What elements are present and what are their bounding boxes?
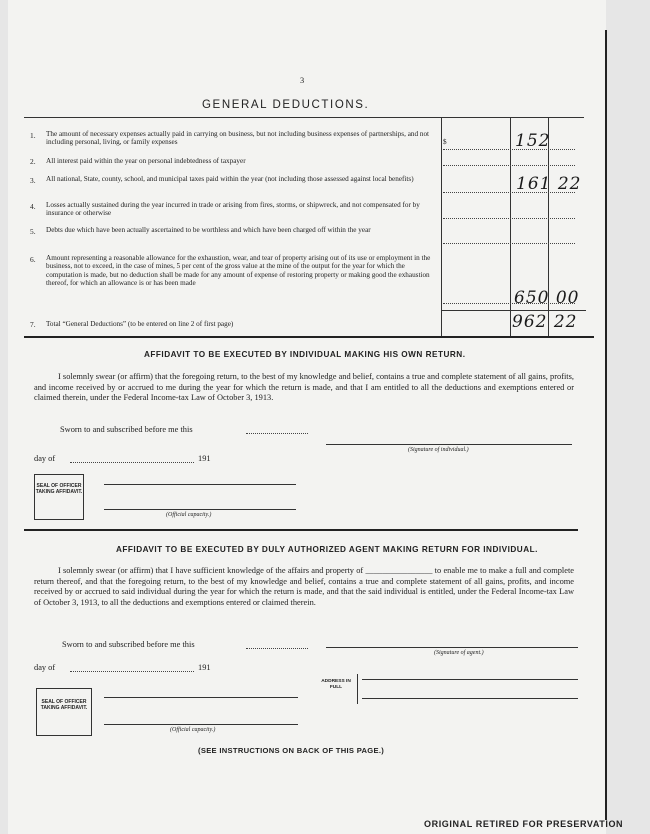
sworn-day-line [246,648,308,649]
day-of-text: day of [34,454,56,463]
amount-col-left-rule [441,117,442,337]
deduction-num: 3. [30,176,36,185]
day-of-text: day of [34,663,56,672]
deduction-num: 4. [30,202,36,211]
amount-line [443,303,575,304]
amount-line [443,192,575,193]
footer-instructions: (SEE INSTRUCTIONS ON BACK OF THIS PAGE.) [198,746,385,755]
official-line [104,697,298,698]
amount-line [443,243,575,244]
affidavit-body: I solemnly swear (or affirm) that I have sufficient knowledge of the affairs and property of ________________ to enable me to make a full and complete return thereof, and that the foregoing return, to the best of my knowledge and belief, contains a true and complete statement of all gains, profits, and income received by or accrued to said individual during the year for which the return is made, and that the said individual is entitled, under the Federal Income-tax Law of October 3, 1913, to all the deductions and exemptions entered or claimed therein. [34,566,574,607]
deduction-text: The amount of necessary expenses actually paid in carrying on business, but not including business expenses of partnerships, and not including personal, living, or family expenses [46,130,430,147]
affidavit-body: I solemnly swear (or affirm) that the foregoing return, to the best of my knowledge and belief, contains a true and complete statement of all gains, profits, and income received by or accrued to me during the year for which the return is made, and that I am entitled to all the deductions and exemptions entered or claimed therein, under the Federal Income-tax Law of October 3, 1913. [34,372,574,403]
seal-box: SEAL OF OFFICER TAKING AFFIDAVIT. [34,474,84,520]
year-text: 191 [198,454,211,463]
official-caption: (Official capacity.) [170,727,216,733]
deduction-text: All interest paid within the year on personal indebtedness of taxpayer [46,157,246,165]
affidavit-heading: AFFIDAVIT TO BE EXECUTED BY INDIVIDUAL MAKING HIS OWN RETURN. [144,350,466,359]
official-line [104,724,298,725]
page-number: 3 [300,76,305,85]
address-line [362,698,578,699]
year-text: 191 [198,663,211,672]
deduction-text: Amount representing a reasonable allowance for the exhaustion, wear, and tear of property arising out of its use or employment in the business, not to exceed, in the case of mines, 5 per cent of the gross value at the mine of the output for the year for which the computation is made, but no deduction shall be made for any amount of expense of restoring property or making good the exhaustion thereof, for which an allowance is or has been made [46,254,431,288]
day-of-line [70,671,194,672]
deduction-num: 1. [30,131,36,140]
deduction-num: 2. [30,157,36,166]
top-rule [24,117,584,118]
page-title: GENERAL DEDUCTIONS. [202,99,370,111]
official-line [104,509,296,510]
amount-col-mid-rule [510,117,511,337]
deduction-amount: 152 [515,131,551,151]
right-margin-rule [605,30,607,820]
deduction-text: Debts due which have been actually ascertained to be worthless and which have been charged off within the year [46,226,371,234]
section-rule [24,336,594,338]
deduction-text: Losses actually sustained during the year incurred in trade or arising from fires, storms, or shipwreck, and not compensated for by insurance or otherwise [46,201,420,218]
deduction-amount: 650 00 [514,288,580,308]
amount-line [443,165,575,166]
sworn-text: Sworn to and subscribed before me this [60,425,193,434]
address-label: ADDRESS IN FULL [321,679,351,690]
signature-caption: (Signature of individual.) [408,447,469,453]
amount-line [443,218,575,219]
sworn-text: Sworn to and subscribed before me this [62,640,195,649]
dollar-sign: $ [443,138,447,146]
total-rule [441,310,586,311]
affidavit-heading: AFFIDAVIT TO BE EXECUTED BY DULY AUTHORIZED AGENT MAKING RETURN FOR INDIVIDUAL. [116,545,538,554]
sworn-day-line [246,433,308,434]
signature-line [326,444,572,445]
preservation-stamp: ORIGINAL RETIRED FOR PRESERVATION [424,819,624,829]
deduction-text: All national, State, county, school, and municipal taxes paid within the year (not including those assessed against local benefits) [46,175,414,183]
section-rule [24,529,578,531]
address-line [362,679,578,680]
total-amount: 962 22 [512,312,578,332]
seal-box: SEAL OF OFFICER TAKING AFFIDAVIT. [36,688,92,736]
amount-line [443,149,575,150]
signature-line [326,647,578,648]
day-of-line [70,462,194,463]
address-bracket [357,674,358,704]
document-page [8,0,606,834]
deduction-text: Total “General Deductions” (to be entered on line 2 of first page) [46,320,234,328]
signature-caption: (Signature of agent.) [434,650,484,656]
deduction-num: 7. [30,320,36,329]
deduction-num: 5. [30,227,36,236]
official-line [104,484,296,485]
official-caption: (Official capacity.) [166,512,212,518]
deduction-num: 6. [30,255,36,264]
deduction-amount: 161 22 [516,174,582,194]
